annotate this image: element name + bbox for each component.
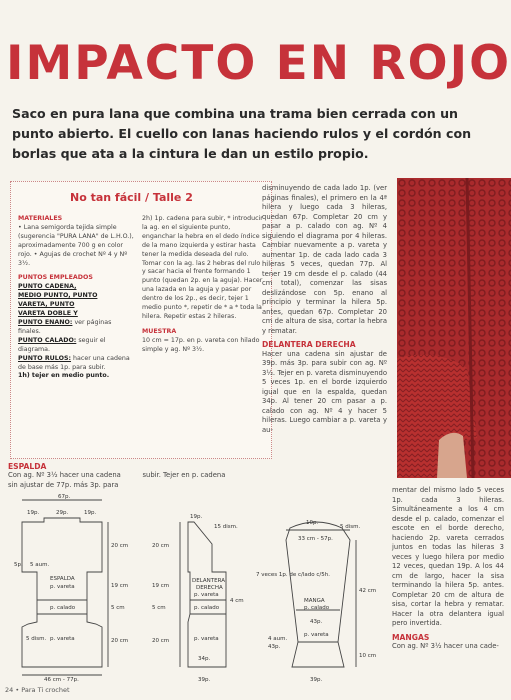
- stitch-enano-note: ver páginas finales.: [18, 318, 112, 335]
- mangas-text: Con ag. Nº 3½ hacer una cade-: [392, 642, 499, 650]
- stitch-rulos: PUNTO RULOS:: [18, 354, 71, 362]
- espalda-continued: disminuyendo de cada lado 1p. (ver páginas finales), el primero en la 4ª hilera y luego cada 3 hileras, quedan 67p. Completar 20 cm y pasar a p. calado con ag. Nº 4 siguiendo el diagrama por 4 hileras. Cambiar nuevamente a p. vareta y aumentar 1p. de cada lado cada 3 hileras 5 veces, quedan 77p. Al tener 19 cm desde el p. calado (44 cm total), comenzar las sisas deslizándose con 5p. enano al principio y terminar la hilera 5p. antes, quedan 67p. Completar 20 cm de altura de sisa, cortar la hebra y rematar.: [262, 184, 387, 335]
- del-vareta2: p. vareta: [194, 636, 219, 642]
- mangas-heading: MANGAS: [392, 632, 430, 642]
- stitch-vareta-doble: VARETA DOBLE Y: [18, 310, 78, 318]
- del-calado: p. calado: [194, 605, 220, 611]
- espalda-5p: 5p.: [14, 562, 23, 568]
- espalda-bottom: 46 cm - 77p.: [44, 677, 79, 682]
- espalda-29: 29p.: [56, 510, 69, 516]
- rulos-row2: 2h) 1p. cadena para subir, * introducir la ag. en el siguiente punto, enganchar la hebra en el dedo índice de la mano izquierda y estirar hasta tener la medida deseada del rulo. Tomar con la ag. las 2 hebras del rulo y sacar hacia el frente formando 1 punto (quedan 2p. en la aguja). Hacer una lazada en la aguja y pasar por dentro de los 2p., es decir, tejer 1 medio punto *, repetir de * a * toda la hilera. Repetir estas 2 hileras.: [142, 215, 263, 320]
- manga-4aum: 4 aum.: [268, 636, 288, 642]
- manga-43a: 43p.: [310, 619, 323, 625]
- espalda-text: Con ag. Nº 3½ hacer una cadena sin ajustar de 77p. más 3p. para subir. Tejer en p. cadena: [8, 471, 226, 489]
- pattern-diagrams: [0, 492, 392, 682]
- muestra-text: 10 cm = 17p. en p. vareta con hilado simple y ag. Nº 3½.: [142, 336, 260, 353]
- cm5-b: 5 cm: [152, 605, 166, 611]
- espalda-5dism: 5 dism.: [26, 636, 47, 642]
- materials-column: [18, 215, 136, 381]
- del-15dism: 15 dism.: [214, 524, 238, 530]
- espalda-vareta2: p. vareta: [50, 636, 75, 642]
- stitch-calado: PUNTO CALADO:: [18, 336, 77, 344]
- page-title: IMPACTO EN ROJO: [6, 36, 511, 91]
- cm20-a: 20 cm: [111, 543, 129, 549]
- espalda-calado: p. calado: [50, 605, 76, 611]
- rulos-row1: 1h) tejer en medio punto.: [18, 372, 110, 380]
- cm5-a: 5 cm: [111, 605, 125, 611]
- stitch-rulos-note: hacer una cadena de base más 1p. para subir.: [18, 354, 130, 371]
- del-19p: 19p.: [190, 514, 203, 520]
- espalda-vareta1: p. vareta: [50, 584, 75, 590]
- espalda-heading: ESPALDA: [8, 462, 47, 471]
- manga-43b: 43p.: [268, 644, 281, 650]
- delantera-text: Hacer una cadena sin ajustar de 39p. más 3p. para subir con ag. Nº 3½. Tejer en p. vareta disminuyendo 5 veces 1p. en el borde izquierdo igual que en la espalda, quedan 34p. Al tener 20 cm pasar a p. calado con ag. Nº 4 y hacer 5 hileras. Luego cambiar a p. vareta y au-: [262, 349, 387, 434]
- stitch-vareta: VARETA, PUNTO: [18, 301, 75, 309]
- manga-7veces: 7 veces 1p. de c/lado c/5h.: [256, 572, 331, 578]
- stitch-medio: MEDIO PUNTO, PUNTO: [18, 292, 98, 300]
- del-name: DELANTERA: [192, 578, 225, 584]
- rulos-column: [142, 215, 264, 355]
- del-4cm: 4 cm: [230, 598, 244, 604]
- materiales-text: • Lana semigorda tejida simple (sugerencia "PURA LANA" de L.H.O.), aproximadamente 700 g en color rojo. • Agujas de crochet Nº 4 y Nº 3½.: [18, 223, 134, 267]
- manga-10p: 10p.: [306, 520, 319, 526]
- column-three: [262, 184, 387, 435]
- del-name2: DERECHA: [196, 585, 223, 591]
- cm19-a: 19 cm: [111, 583, 129, 589]
- manga-5dism: 5 dism.: [340, 524, 361, 530]
- espalda-19a: 19p.: [27, 510, 40, 516]
- espalda-5aum: 5 aum.: [30, 562, 50, 568]
- intro-text: Saco en pura lana que combina una trama bien cerrada con un punto abierto. El cuello con lanas haciendo rulos y el cordón con borlas que ata a la cintura le dan un estilo propio.: [12, 106, 472, 161]
- column-four: [392, 486, 504, 652]
- delantera-heading: DELANTERA DERECHA: [262, 340, 356, 349]
- cm19-b: 19 cm: [152, 583, 170, 589]
- materiales-heading: MATERIALES: [18, 215, 63, 222]
- del-bottom: 39p.: [198, 677, 211, 682]
- espalda-name: ESPALDA: [50, 576, 75, 582]
- puntos-heading: PUNTOS EMPLEADOS: [18, 274, 93, 282]
- manga-10cm: 10 cm: [359, 653, 377, 659]
- cm20-c: 20 cm: [152, 543, 170, 549]
- manga-bottom: 39p.: [310, 677, 323, 682]
- sweater-photo: [397, 178, 511, 478]
- espalda-19b: 19p.: [84, 510, 97, 516]
- manga-top: 33 cm - 57p.: [298, 536, 333, 542]
- manga-calado: p. calado: [304, 605, 330, 611]
- del-34p: 34p.: [198, 656, 211, 662]
- del-vareta1: p. vareta: [194, 592, 219, 598]
- manga-name: MANGA: [304, 598, 325, 604]
- cm20-b: 20 cm: [111, 638, 129, 644]
- delantera-continued: mentar del mismo lado 5 veces 1p. cada 3 hileras. Simultáneamente a los 4 cm desde el p. calado, comenzar el escote en el borde derecho, haciendo 2p. vareta cerrados juntos en todas las hileras 3 veces y luego hilera por medio 12 veces, quedan 19p. A los 44 cm de largo, hacer la sisa terminando la hilera 5p. antes. Completar 20 cm de altura de sisa, cortar la hebra y rematar. Hacer la otra delantera igual pero invertida.: [392, 486, 504, 627]
- stitch-enano: PUNTO ENANO:: [18, 318, 73, 326]
- muestra-heading: MUESTRA: [142, 327, 177, 335]
- manga-42cm: 42 cm: [359, 588, 377, 594]
- page-footer: 24 • Para Ti crochet: [5, 686, 70, 694]
- stitch-calado-note: seguir el diagrama.: [18, 336, 106, 353]
- difficulty-heading: No tan fácil / Talle 2: [70, 191, 193, 204]
- manga-vareta: p. vareta: [304, 632, 329, 638]
- stitch-cadena: PUNTO CADENA,: [18, 283, 77, 291]
- cm20-d: 20 cm: [152, 638, 170, 644]
- espalda-top: 67p.: [58, 494, 71, 500]
